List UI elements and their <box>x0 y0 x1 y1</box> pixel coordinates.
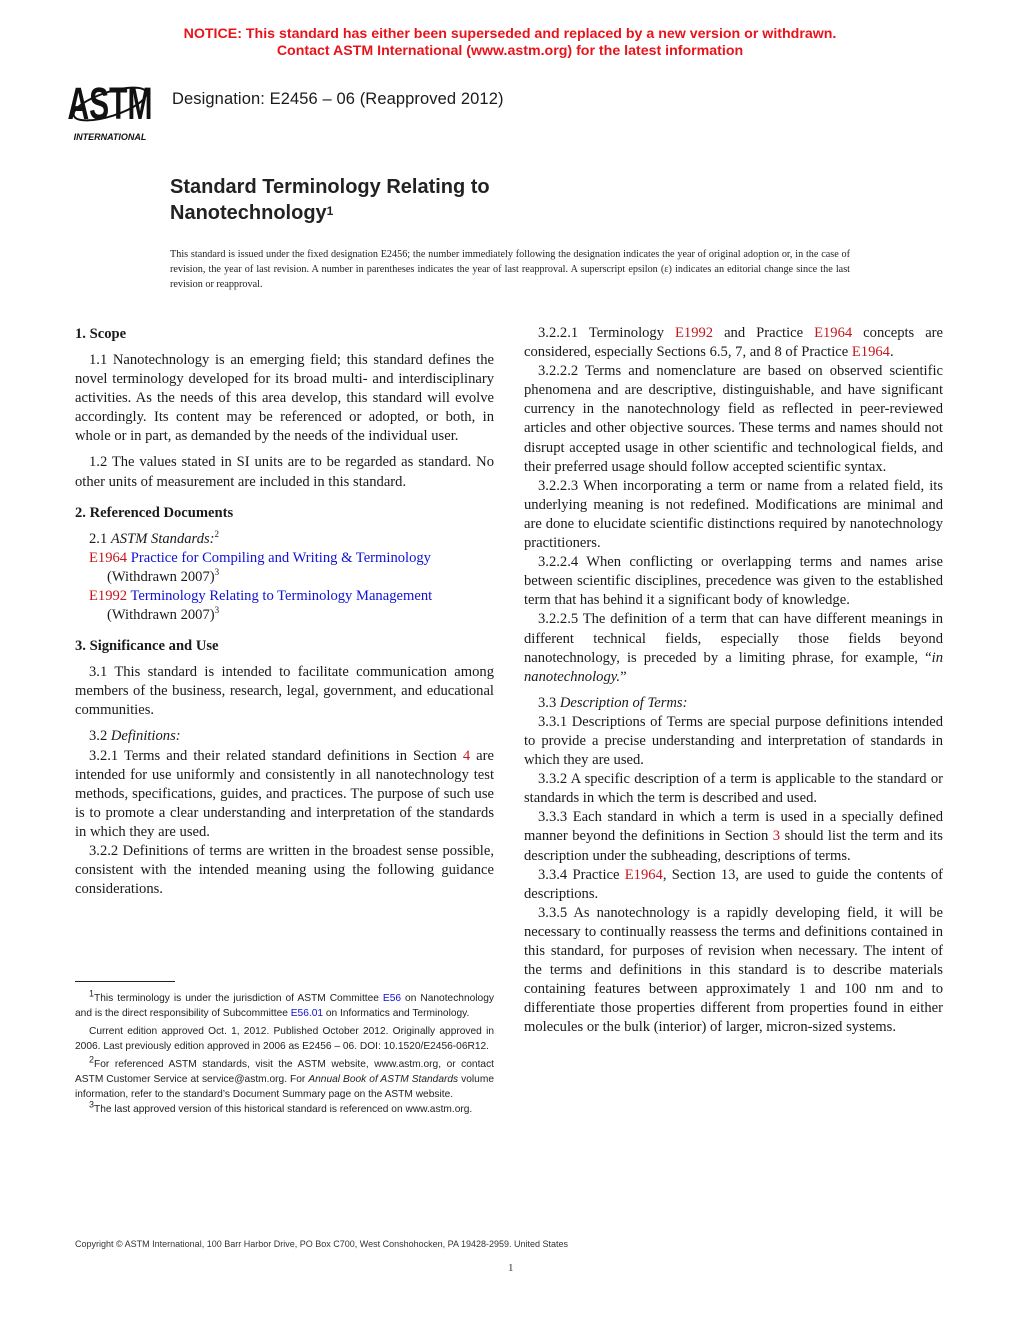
reference-title-link[interactable]: Terminology Relating to Terminology Management <box>130 587 433 604</box>
footnote-ref-3[interactable]: 3 <box>214 605 220 616</box>
section-heading-referenced: 2. Referenced Documents <box>75 504 234 521</box>
logo-subtitle: INTERNATIONAL <box>73 132 147 142</box>
reference-status: (Withdrawn 2007)$^3$ <box>107 605 220 624</box>
paragraph-3-2-2-5: 3.2.2.5 The definition of a term that can have different meanings in different technical fields, especially those fields beyond nanotechnology, is preceded by a limiting phrase, for example, “in nanotechnology.” <box>524 611 943 685</box>
section-heading-significance: 3. Significance and Use <box>75 638 219 655</box>
logo-letters: ASTM <box>67 78 153 130</box>
astm-standards-label: ASTM Standards: <box>110 530 215 547</box>
reference-code-link[interactable]: E1992 <box>89 587 128 604</box>
notice-line-2: Contact ASTM International (www.astm.org) for the latest information <box>276 43 744 59</box>
footnotes <box>75 988 495 1117</box>
e1964-link[interactable]: E1964 <box>851 344 890 361</box>
document-title <box>170 174 490 226</box>
footnote-3: $^3$The last approved version of this historical standard is referenced on www.astm.org. <box>89 1099 473 1115</box>
footnote-ref-2[interactable]: 2 <box>214 528 220 539</box>
footnote-1: $^1$This terminology is under the jurisdiction of ASTM Committee E56 on Nanotechnology and is the direct responsibility of Subcommittee E56.01 on Informatics and Terminology. <box>75 988 494 1019</box>
footnote-divider <box>75 981 175 982</box>
subcommittee-e56-01-link[interactable]: E56.01 <box>290 1008 324 1019</box>
notice-line-1: NOTICE: This standard has either been superseded and replaced by a new version or withdrawn. <box>183 26 837 42</box>
section-3-link[interactable]: 3 <box>772 828 781 845</box>
reference-title-link[interactable]: Practice for Compiling and Writing & Terminology <box>130 549 431 566</box>
paragraph-3-3: 3.3 Description of Terms: <box>538 694 688 711</box>
paragraph-1-1: 1.1 Nanotechnology is an emerging field; this standard defines the novel terminology developed for its broad multi- and interdisciplinary activities. As the needs of this area develop, this standard will evolve accordingly. Its content may be referenced or adopted, or both, in whole or in part, as demanded by the needs of the individual user. <box>75 352 494 445</box>
e1992-link[interactable]: E1992 <box>675 325 714 341</box>
paragraph-2-1 <box>75 530 494 549</box>
designation: Designation: E2456 – 06 (Reapproved 2012) <box>172 90 504 108</box>
issue-note: This standard is issued under the fixed designation E2456; the number immediately following the designation indicates the year of original adoption or, in the case of revision, the year of last revision. A number in parentheses indicates the year of last reapproval. A superscript epsilon (ε) indicates an editorial change since the last revision or reapproval. <box>170 249 850 290</box>
title-footnote-ref[interactable]: 1 <box>326 204 334 218</box>
footnote-2: $^2$For referenced ASTM standards, visit the ASTM website, www.astm.org, or contact ASTM Customer Service at service@astm.org. For Annual Book of ASTM Standards volume information, refer to the standard’s Document Summary page on the ASTM website. <box>75 1054 495 1100</box>
footnote-ref-3[interactable]: 3 <box>214 566 220 577</box>
page-number: 1 <box>508 1262 514 1274</box>
paragraph-3-3-3: 3.3.3 Each standard in which a term is used in a specially defined manner beyond the definitions in Section 3 should list the term and its description under the subheading, descriptions of terms. <box>524 809 943 864</box>
paragraph-3-3-5: 3.3.5 As nanotechnology is a rapidly developing field, it will be necessary to continually reassess the terms and definitions contained in this standard, for purposes of revision when necessary. The intent of the terms and definitions in this standard is to describe materials containing features between approximately 1 and 100 nm and to differentiate those properties different from properties found in either molecules or the bulk (interior) of larger, micron-sized systems. <box>524 904 943 1036</box>
section-heading-scope: 1. Scope <box>75 326 127 342</box>
paragraph-3-2-2-3: 3.2.2.3 When incorporating a term or name from a related field, its underlying meaning is not redefined. Modifications are minimal and are done to elucidate scientific distinctions required by nanotechnology practitioners. <box>524 477 943 552</box>
reference-item <box>75 587 494 606</box>
committee-e56-link[interactable]: E56 <box>382 993 402 1004</box>
paragraph-3-2: 3.2 Definitions: <box>89 728 181 745</box>
paragraph-1-2: 1.2 The values stated in SI units are to be regarded as standard. No other units of measurement are included in this standard. <box>75 454 494 490</box>
title-line-2: Nanotechnology <box>170 202 327 224</box>
astm-logo-icon <box>66 74 162 144</box>
title-line-1: Standard Terminology Relating to <box>170 176 490 198</box>
reference-status: (Withdrawn 2007)$^3$ <box>107 566 220 585</box>
e1964-link[interactable]: E1964 <box>814 325 853 341</box>
p2-1-num: 2.1 <box>89 530 111 547</box>
right-column <box>524 324 943 1037</box>
paragraph-3-2-2-1: 3.2.2.1 Terminology E1992 and Practice E1964 concepts are considered, especially Sections 6.5, 7, and 8 of Practice E1964. <box>524 325 944 361</box>
superseded-notice <box>0 26 1020 60</box>
edition-note: Current edition approved Oct. 1, 2012. Published October 2012. Originally approved in 2006. Last previously edition approved in 2006 as E2456 – 06. DOI: 10.1520/E2456-06R12. <box>75 1026 494 1052</box>
paragraph-3-3-2: 3.3.2 A specific description of a term is applicable to the standard or standards in which the term is described and used. <box>524 771 943 807</box>
paragraph-3-1: 3.1 This standard is intended to facilitate communication among members of the business, research, legal, government, and educational communities. <box>75 664 494 719</box>
paragraph-3-3-1: 3.3.1 Descriptions of Terms are special purpose definitions intended to provide a precise understanding and interpretation of standards in which they are used. <box>524 713 943 769</box>
e1964-link[interactable]: E1964 <box>624 866 663 883</box>
description-of-terms-label: Description of Terms: <box>559 694 688 711</box>
definitions-label: Definitions: <box>110 728 181 745</box>
paragraph-3-2-2: 3.2.2 Definitions of terms are written in the broadest sense possible, consistent with the intended meaning using the following guidance considerations. <box>75 842 494 898</box>
paragraph-3-2-2-4: 3.2.2.4 When conflicting or overlapping terms and names arise between scientific disciplines, precedence was given to the established term that has behind it a significant body of knowledge. <box>524 554 943 609</box>
reference-code-link[interactable]: E1964 <box>89 549 128 566</box>
left-column <box>75 324 494 899</box>
paragraph-3-3-4: 3.3.4 Practice E1964, Section 13, are used to guide the contents of descriptions. <box>524 866 943 902</box>
copyright-line: Copyright © ASTM International, 100 Barr Harbor Drive, PO Box C700, West Conshohocken, PA 19428-2959. United States <box>75 1239 569 1249</box>
paragraph-3-2-1: 3.2.1 Terms and their related standard definitions in Section 4 are intended for use uniformly and consistently in all nanotechnology test methods, specifications, guides, and practices. The purpose of such use is to promote a clear understanding and interpretation of the standards in which they are used. <box>75 747 494 840</box>
section-4-link[interactable]: 4 <box>462 747 471 764</box>
reference-item <box>75 549 494 568</box>
paragraph-3-2-2-2: 3.2.2.2 Terms and nomenclature are based on observed scientific phenomena and are descriptive, distinguishable, and have significant currency in the nanotechnology field as reflected in peer-reviewed articles and other objective sources. These terms and names should not disrupt accepted usage in other scientific and technological fields, and their preferred usage should follow accepted scientific syntax. <box>524 363 943 475</box>
